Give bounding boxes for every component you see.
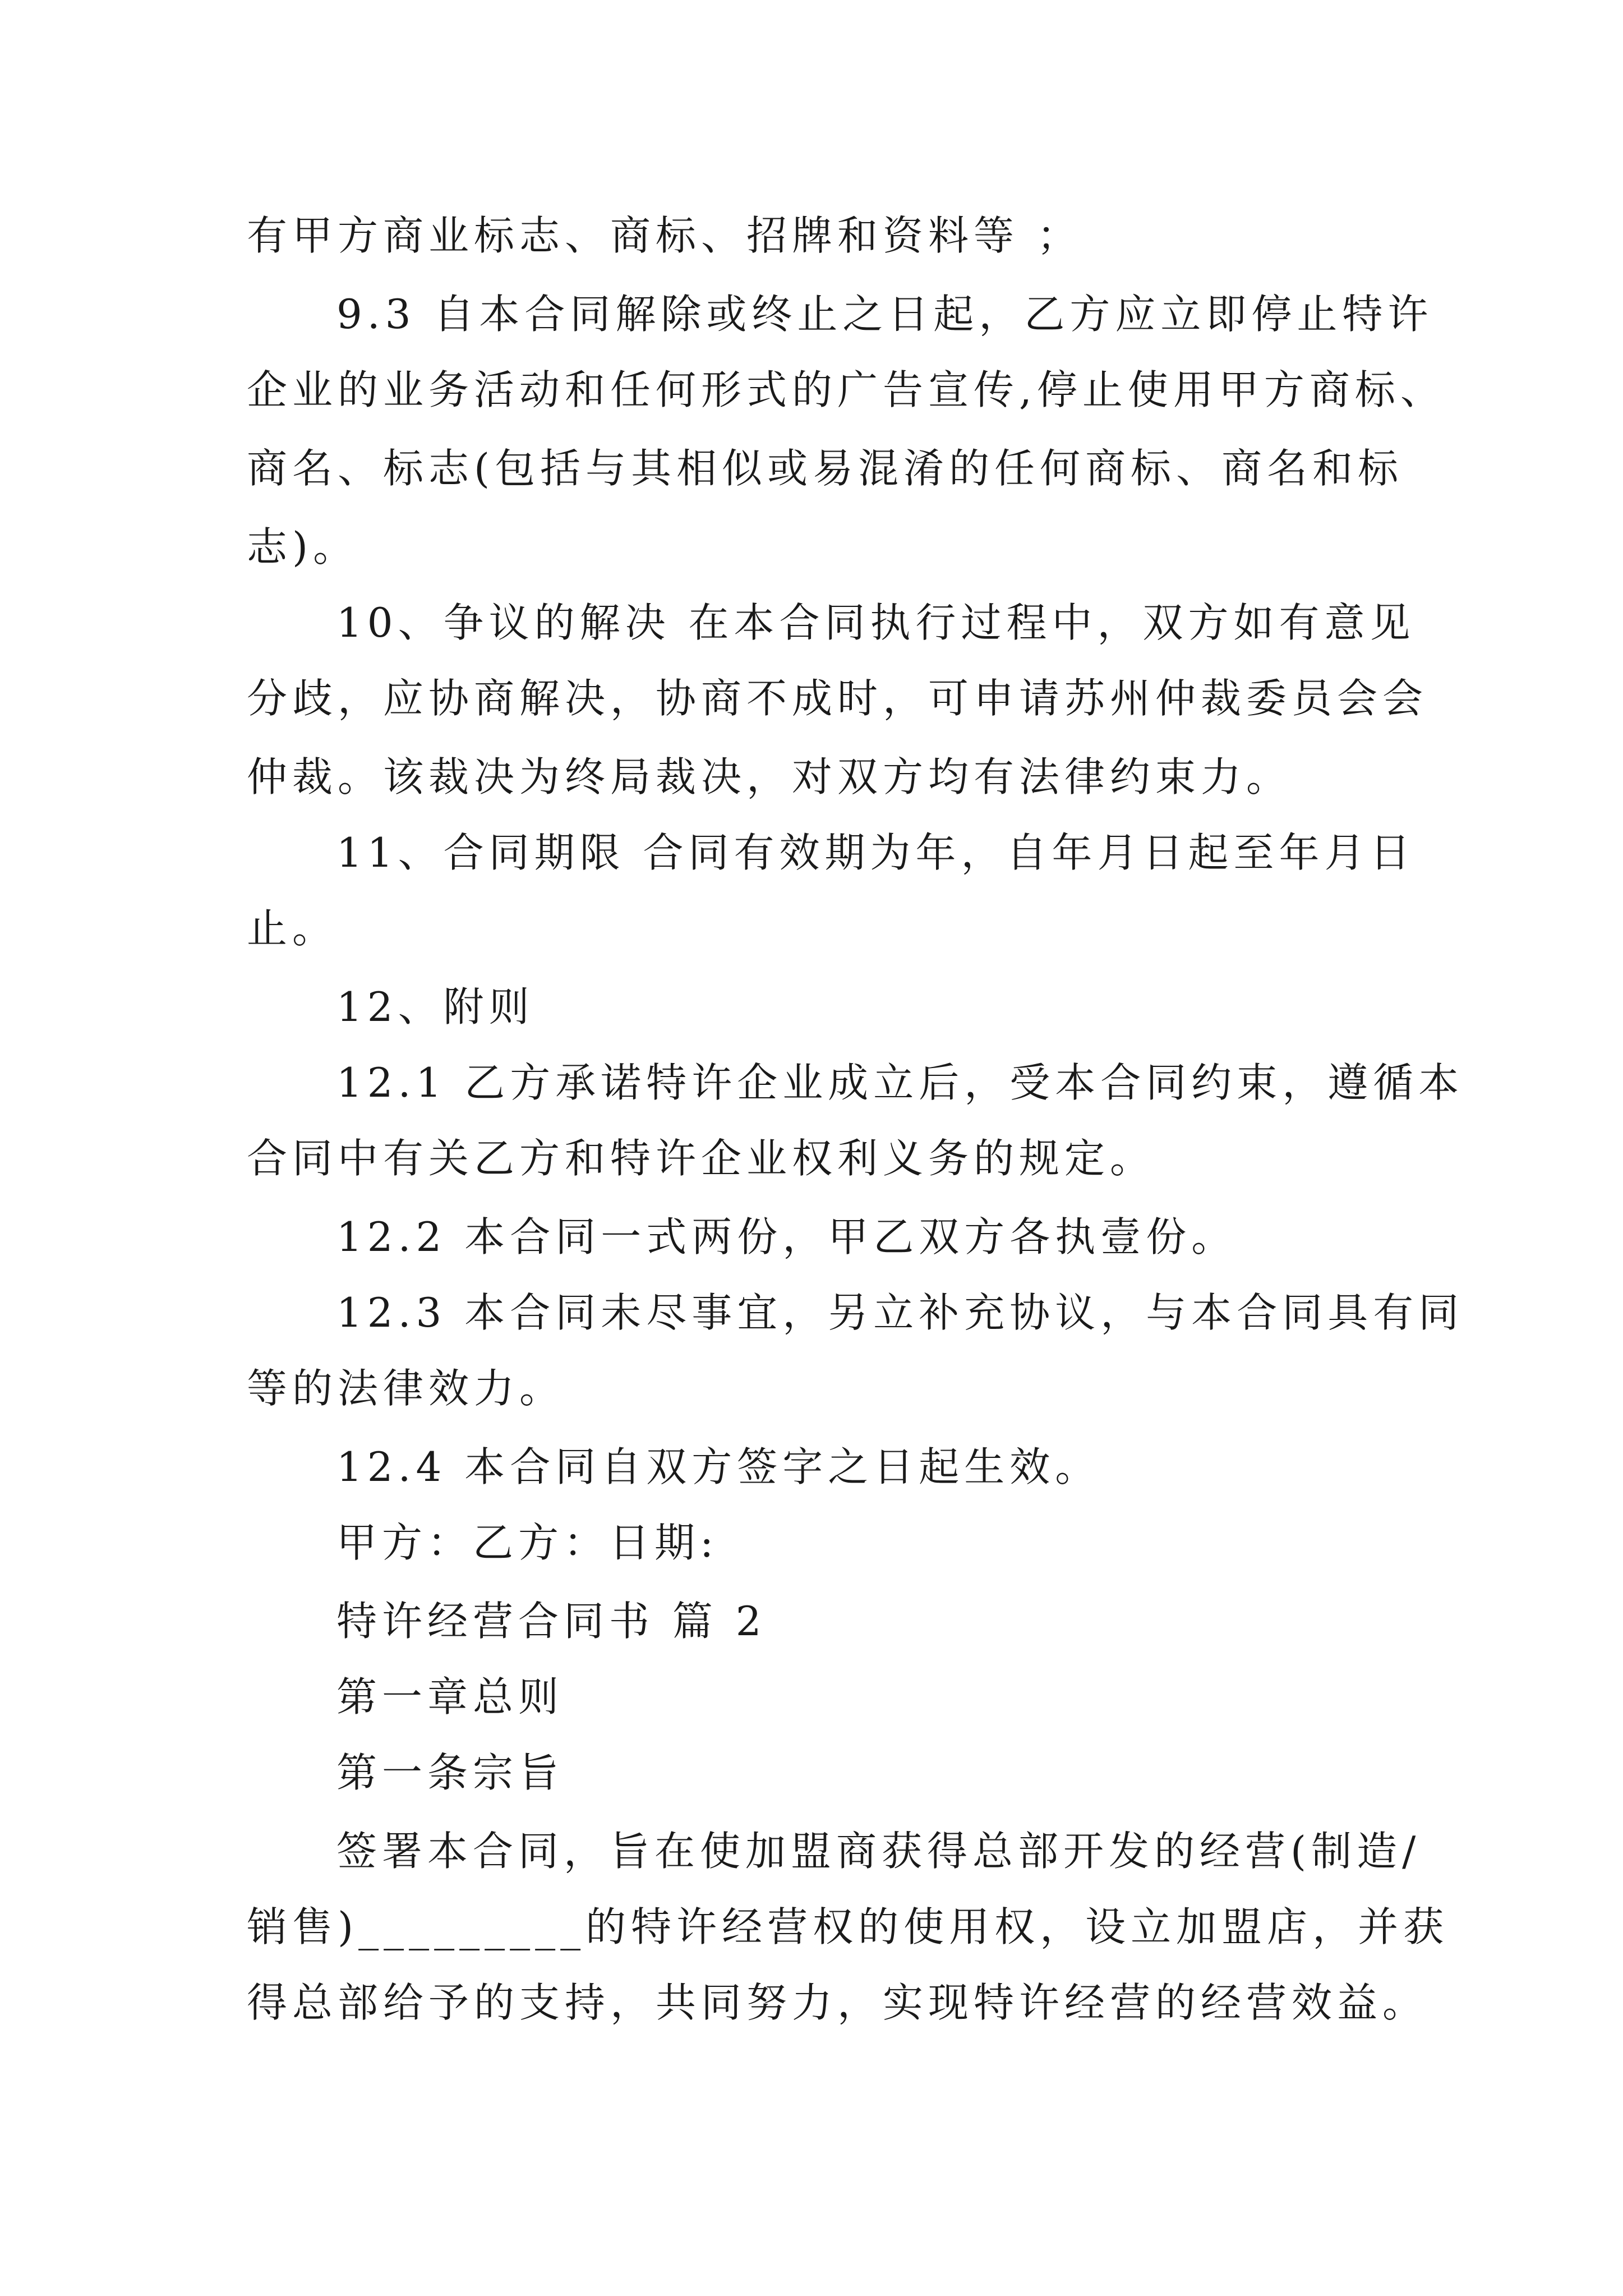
text-line: 企业的业务活动和任何形式的广告宣传,停止使用甲方商标、 xyxy=(247,366,1446,413)
text-line: 销售)_________的特许经营权的使用权，设立加盟店，并获 xyxy=(247,1903,1449,1950)
text-line: 特许经营合同书 篇 2 xyxy=(336,1598,767,1645)
text-line: 12.3 本合同未尽事宜，另立补充协议，与本合同具有同 xyxy=(336,1289,1464,1336)
text-line: 11、合同期限 合同有效期为年，自年月日起至年月日 xyxy=(336,829,1415,876)
text-line: 志)。 xyxy=(247,523,359,570)
text-line: 有甲方商业标志、商标、招牌和资料等 ； xyxy=(247,212,1082,259)
text-line: 得总部给予的支持，共同努力，实现特许经营的经营效益。 xyxy=(247,1979,1428,2026)
text-line: 等的法律效力。 xyxy=(247,1365,565,1412)
text-line: 仲裁。该裁决为终局裁决，对双方均有法律约束力。 xyxy=(247,753,1292,800)
text-line: 止。 xyxy=(247,905,338,952)
text-line: 10、争议的解决 在本合同执行过程中，双方如有意见 xyxy=(336,599,1415,646)
text-line: 12、附则 xyxy=(336,983,534,1030)
text-line: 签署本合同，旨在使加盟商获得总部开发的经营(制造/ xyxy=(336,1828,1421,1875)
text-line: 商名、标志(包括与其相似或易混淆的任何商标、商名和标 xyxy=(247,445,1404,492)
text-line: 分歧，应协商解决，协商不成时，可申请苏州仲裁委员会会 xyxy=(247,675,1428,722)
text-line: 12.2 本合同一式两份，甲乙双方各执壹份。 xyxy=(336,1213,1237,1260)
text-line: 甲方：乙方：日期: xyxy=(336,1519,719,1566)
text-line: 第一条宗旨 xyxy=(336,1749,564,1796)
text-line: 12.4 本合同自双方签字之日起生效。 xyxy=(336,1443,1101,1490)
text-line: 合同中有关乙方和特许企业权利义务的规定。 xyxy=(247,1135,1156,1182)
text-line: 9.3 自本合同解除或终止之日起，乙方应立即停止特许 xyxy=(336,291,1433,338)
text-line: 第一章总则 xyxy=(336,1673,564,1720)
text-line: 12.1 乙方承诺特许企业成立后，受本合同约束，遵循本 xyxy=(336,1059,1464,1106)
